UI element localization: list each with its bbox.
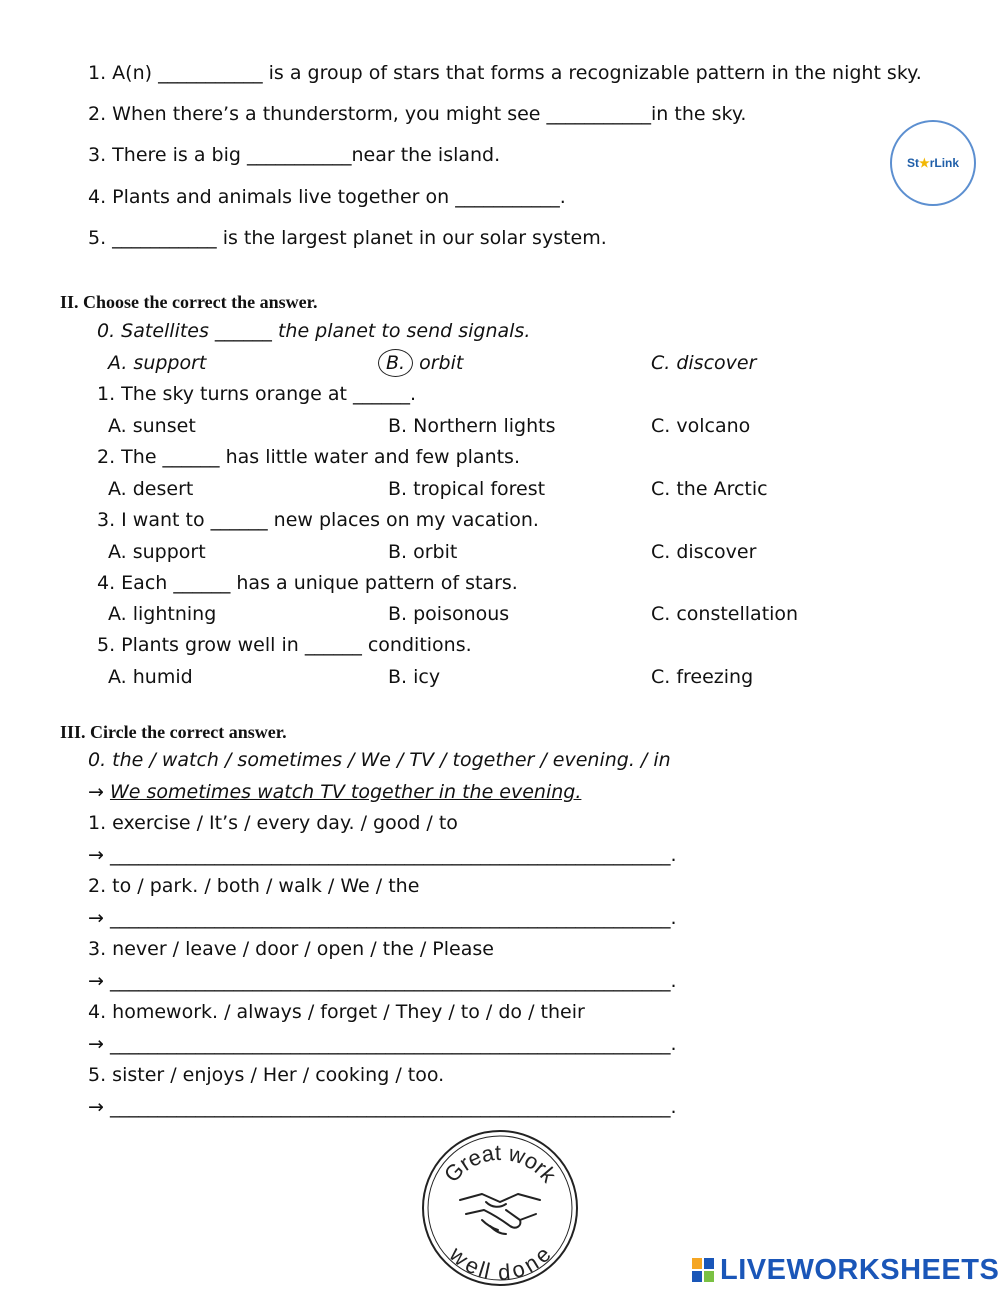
fill-item-4: 4. Plants and animals live together on ___________. (88, 186, 566, 208)
answer-line-2[interactable]: → ___________________________________________________________. (88, 907, 677, 929)
mc-question-2: 2. The ______ has little water and few plants. (97, 446, 521, 468)
svg-text:Great work (439, 1140, 562, 1188)
reorder-example-answer (88, 781, 581, 803)
fill-item-5: 5. ___________ is the largest planet in our solar system. (88, 227, 607, 249)
handshake-icon (460, 1194, 540, 1234)
mc-option-4-b[interactable]: B. poisonous (388, 603, 510, 625)
mc-option-5-b[interactable]: B. icy (388, 666, 441, 688)
star-icon: ★ (918, 156, 930, 170)
arrow-icon: → (88, 781, 110, 803)
mc-option-1-c[interactable]: C. volcano (651, 415, 751, 437)
svg-text:well done (444, 1241, 556, 1285)
mc-question-1: 1. The sky turns orange at ______. (97, 383, 417, 405)
mc-option-0-b-text: orbit (413, 352, 464, 374)
answer-line-1[interactable]: → ___________________________________________________________. (88, 844, 677, 866)
mc-option-2-b[interactable]: B. tropical forest (388, 478, 546, 500)
mc-option-1-b[interactable]: B. Northern lights (388, 415, 556, 437)
mc-option-2-a[interactable]: A. desert (108, 478, 194, 500)
mc-option-2-c[interactable]: C. the Arctic (651, 478, 768, 500)
badge-top-text: Great work (439, 1139, 562, 1188)
circled-answer: B. (378, 349, 413, 377)
mc-question-0: 0. Satellites ______ the planet to send signals. (97, 320, 531, 342)
liveworksheets-icon (692, 1258, 714, 1282)
starlink-logo (890, 120, 976, 206)
mc-option-0-b[interactable] (378, 352, 463, 374)
fill-item-3: 3. There is a big ___________near the island. (88, 144, 501, 166)
fill-item-1: 1. A(n) ___________ is a group of stars that forms a recognizable pattern in the night sky. (88, 62, 922, 84)
example-answer-text: We sometimes watch TV together in the evening. (109, 781, 582, 803)
fill-item-2: 2. When there’s a thunderstorm, you might see ___________in the sky. (88, 103, 747, 125)
reorder-prompt-5: 5. sister / enjoys / Her / cooking / too. (88, 1064, 445, 1086)
answer-line-4[interactable]: → ___________________________________________________________. (88, 1033, 677, 1055)
great-work-badge (420, 1128, 580, 1288)
reorder-prompt-2: 2. to / park. / both / walk / We / the (88, 875, 420, 897)
mc-option-3-a[interactable]: A. support (108, 541, 206, 563)
mc-question-5: 5. Plants grow well in ______ conditions. (97, 634, 472, 656)
reorder-prompt-3: 3. never / leave / door / open / the / Please (88, 938, 494, 960)
mc-option-5-a[interactable]: A. humid (108, 666, 193, 688)
mc-option-5-c[interactable]: C. freezing (651, 666, 754, 688)
reorder-prompt-1: 1. exercise / It’s / every day. / good / to (88, 812, 458, 834)
liveworksheets-logo (692, 1253, 999, 1287)
mc-option-0-c: C. discover (651, 352, 757, 374)
section-3-heading: III. Circle the correct answer. (60, 722, 287, 742)
logo-text-a: St (906, 156, 919, 170)
logo-text-b: rLink (929, 156, 960, 170)
mc-option-3-c[interactable]: C. discover (651, 541, 757, 563)
liveworksheets-brand: LIVEWORKSHEETS (720, 1253, 1000, 1286)
section-2-heading: II. Choose the correct the answer. (60, 292, 318, 312)
badge-bottom-text: well done (444, 1241, 556, 1285)
mc-option-4-a[interactable]: A. lightning (108, 603, 217, 625)
answer-line-3[interactable]: → ___________________________________________________________. (88, 970, 677, 992)
mc-option-1-a[interactable]: A. sunset (108, 415, 196, 437)
mc-option-0-a: A. support (108, 352, 207, 374)
mc-option-4-c[interactable]: C. constellation (651, 603, 799, 625)
reorder-prompt-4: 4. homework. / always / forget / They / to / do / their (88, 1001, 585, 1023)
answer-line-5[interactable]: → ___________________________________________________________. (88, 1096, 677, 1118)
reorder-example-prompt: 0. the / watch / sometimes / We / TV / together / evening. / in (88, 749, 671, 771)
mc-question-3: 3. I want to ______ new places on my vacation. (97, 509, 539, 531)
mc-question-4: 4. Each ______ has a unique pattern of stars. (97, 572, 518, 594)
mc-option-3-b[interactable]: B. orbit (388, 541, 458, 563)
